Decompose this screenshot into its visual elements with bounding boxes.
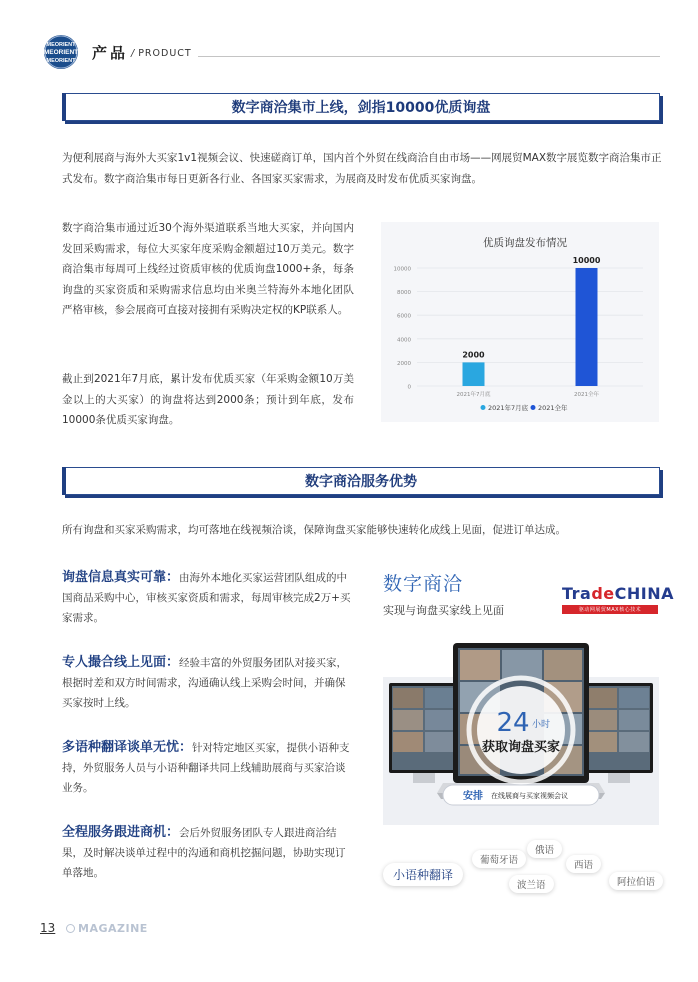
y-tick-label: 6000 bbox=[397, 313, 411, 320]
section1-banner bbox=[62, 93, 660, 121]
chart-title: 优质询盘发布情况 bbox=[483, 237, 567, 249]
header-divider bbox=[198, 56, 660, 57]
section-label-cn: 产品 bbox=[92, 44, 129, 62]
magazine-label bbox=[66, 922, 148, 935]
inquiry-chart bbox=[381, 222, 659, 422]
y-tick-label: 10000 bbox=[393, 266, 411, 273]
brand-china: CHINA bbox=[614, 584, 675, 603]
advantage-item-2 bbox=[62, 653, 354, 713]
y-tick-label: 0 bbox=[407, 384, 411, 391]
logo-text-2: MEORIENT bbox=[44, 49, 78, 56]
video-meeting-illustration bbox=[383, 635, 659, 845]
hours-unit: 小时 bbox=[531, 720, 551, 730]
arrange-pill bbox=[443, 785, 599, 805]
arrange-key: 安排 bbox=[463, 791, 483, 802]
section2-intro: 所有询盘和买家采购需求，均可落地在线视频洽谈，保障询盘买家能够快速转化成线上见面，促进订单达成。 bbox=[62, 524, 566, 536]
x-tick-label: 2021年7月底 bbox=[456, 392, 491, 398]
advantage-item-3 bbox=[62, 738, 354, 798]
section-label-en bbox=[131, 48, 192, 59]
inquiry-chart-svg bbox=[381, 222, 659, 422]
language-tag-portuguese: 葡萄牙语 bbox=[472, 850, 526, 868]
advantage-text: 经验丰富的外贸服务团队对接买家，根据时差和双方时间需求，沟通确认线上采购会时间，并确保买家按时上线。 bbox=[62, 657, 348, 709]
advantage-key: 多语种翻译谈单无忧： bbox=[62, 740, 193, 755]
y-tick-label: 8000 bbox=[397, 290, 411, 297]
magazine-text: MAGAZINE bbox=[78, 922, 148, 935]
left-monitor bbox=[389, 683, 459, 783]
x-tick-label: 2021全年 bbox=[574, 392, 599, 398]
section1-intro: 为便利展商与海外大买家1v1视频会议、快速磋商订单，国内首个外贸在线商洽自由市场——网展贸MAX数字展览数字商洽集市正式发布。数字商洽集市每日更新各行业、各国家买家需求，为展商及时发布优质买家询盘。 bbox=[62, 152, 662, 185]
page-number: 13 bbox=[40, 921, 56, 935]
advantage-key: 询盘信息真实可靠： bbox=[62, 570, 180, 585]
legend-marker bbox=[481, 405, 486, 410]
language-tag-spanish: 西语 bbox=[566, 855, 601, 873]
y-tick-label: 2000 bbox=[397, 360, 411, 367]
advantage-key: 专人撮合线上见面： bbox=[62, 655, 180, 670]
right-monitor bbox=[583, 683, 653, 783]
y-tick-label: 4000 bbox=[397, 337, 411, 344]
section2-banner bbox=[62, 467, 660, 495]
section1-paragraph-1: 数字商洽集市通过近30个海外渠道联系当地大买家，并向国内发回采购需求，每位大买家年度采购金额超过10万美元。数字商洽集市每周可上线经过资质审核的优质询盘1000+条，每条询盘的买家资质和采购需求信息均由米奥兰特海外本地化团队严格审核，参会展商可直接对接拥有采购决定权的KP联系人。 bbox=[62, 222, 354, 316]
advantage-text: 针对特定地区买家，提供小语种支持，外贸服务人员与小语种翻译共同上线辅助展商与买家洽谈业务。 bbox=[62, 742, 350, 794]
section1-title: 数字商洽集市上线，剑指10000优质询盘 bbox=[231, 100, 491, 116]
obtain-buyers-text: 获取询盘买家 bbox=[481, 740, 561, 755]
hours-number: 24 bbox=[496, 708, 530, 738]
section1-paragraph-2: 截止到2021年7月底，累计发布优质买家（年采购金额10万美金以上的大买家）的询盘将达到2000条；预计到年底，发布10000条优质买家询盘。 bbox=[62, 373, 354, 426]
language-tag-polish: 波兰语 bbox=[509, 875, 554, 893]
meorient-logo bbox=[44, 35, 78, 69]
section2-title: 数字商洽服务优势 bbox=[305, 474, 417, 490]
logo-text-1: MEORIENT bbox=[46, 42, 76, 48]
logo-text-3: MEORIENT bbox=[46, 58, 76, 64]
brand-trade: Tra bbox=[562, 584, 592, 603]
brand-de: de bbox=[591, 584, 615, 603]
section-label-en-text: PRODUCT bbox=[138, 48, 192, 59]
advantage-key: 全程服务跟进商机： bbox=[62, 825, 180, 840]
globe-icon bbox=[66, 924, 75, 933]
language-tag-russian: 俄语 bbox=[527, 840, 562, 858]
languages-main-tag: 小语种翻译 bbox=[383, 863, 463, 886]
advantage-text: 由海外本地化买家运营团队组成的中国商品采购中心，审核买家资质和需求，每周审核完成2万+买家需求。 bbox=[62, 572, 351, 624]
24-hour-badge bbox=[469, 678, 573, 782]
tradechina-wordmark bbox=[562, 584, 675, 603]
header-slash: / bbox=[131, 48, 136, 59]
legend-marker bbox=[531, 405, 536, 410]
promo-subtitle: 实现与询盘买家线上见面 bbox=[383, 604, 504, 617]
tradechina-logo bbox=[562, 584, 675, 614]
data-label: 2000 bbox=[462, 350, 485, 360]
advantage-item-1 bbox=[62, 568, 354, 628]
advantage-text: 会后外贸服务团队专人跟进商洽结果，及时解决谈单过程中的沟通和商机挖掘问题，协助实现订单落地。 bbox=[62, 827, 346, 879]
language-tag-arabic: 阿拉伯语 bbox=[609, 872, 663, 890]
legend-label: 2021全年 bbox=[538, 404, 568, 412]
legend-label: 2021年7月底 bbox=[488, 404, 529, 412]
advantage-item-4 bbox=[62, 823, 354, 883]
promo-title: 数字商洽 bbox=[383, 573, 464, 595]
chart-bar bbox=[463, 362, 485, 386]
tradechina-tagline: 驱动网展贸MAX核心技术 bbox=[562, 605, 658, 614]
chart-bar bbox=[576, 268, 598, 386]
data-label: 10000 bbox=[572, 256, 601, 265]
arrange-text: 在线展商与买家视频会议 bbox=[491, 792, 568, 800]
